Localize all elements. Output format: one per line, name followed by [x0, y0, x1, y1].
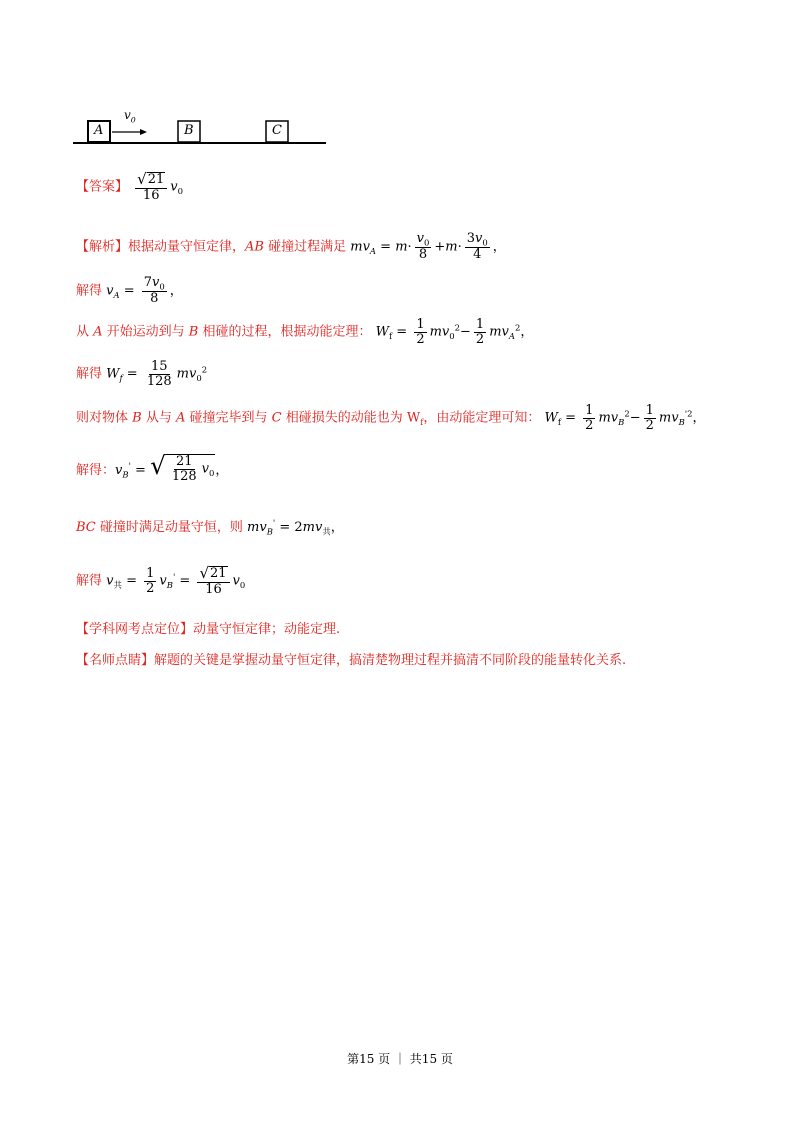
- tip-tag: 【名师点睛】: [76, 653, 155, 668]
- analysis-line-5: 则对物体 B 从与 A 碰撞完毕到与 C 相碰损失的动能也为 $W_f$，由动能定理可知： $W_f$ = $\frac{1}{2}$ $mv_B^2-$ $\frac{1}{2}$ $mv_B^{'2}$，: [76, 403, 706, 433]
- solve-line-3: 解得：$v_B'$ = √ $\frac{21}{128}$ $v_0$ ，: [76, 451, 229, 484]
- analysis-tag: 【解析】: [76, 239, 129, 255]
- block-c-label: C: [272, 123, 282, 138]
- v0-label: $v_0$: [124, 108, 136, 125]
- velocity-arrowhead: [140, 129, 147, 135]
- solve-line-4: 解得 $v_共$ = $\frac{1}{2}$ $v_B'$ = √ 21 16 $v_0$: [76, 564, 246, 597]
- tip-text: 解题的关键是掌握动量守恒定律，搞清楚物理过程并搞清不同阶段的能量转化关系.: [154, 653, 627, 668]
- collision-figure: [70, 108, 330, 150]
- keypoint-line: [76, 618, 340, 637]
- keypoint-tag: 【学科网考点定位】: [76, 622, 194, 637]
- answer-fraction: √ 21 16: [135, 172, 167, 202]
- figure-svg: [70, 108, 330, 150]
- answer-line: 【答案】 √ 21 16 $v_0$: [76, 170, 183, 203]
- block-a-label: A: [94, 123, 104, 138]
- analysis-line-7: BC 碰撞时满足动量守恒，则 $mv_B' = 2mv_共$，: [76, 517, 344, 537]
- keypoint-text: 动量守恒定律；动能定理.: [193, 622, 341, 637]
- answer-tag: 【答案】: [76, 179, 129, 195]
- page-footer: 第15 页 ｜ 共15 页: [347, 1052, 453, 1066]
- solve-line-2: 解得 $W_f$ = $\frac{15}{128}$ $mv_0^2$: [76, 359, 208, 389]
- tip-line: [76, 649, 626, 668]
- solve-line-1: 解得 $v_A$ = $\frac{7v_0}{8}$ ，: [76, 275, 183, 307]
- block-b-label: B: [184, 123, 194, 138]
- analysis-line-1: 【解析】根据动量守恒定律，AB 碰撞过程满足 $mv_A = m\cdot$ $\frac{v_0}{8}$ +m· $\frac{3v_0}{4}$ ，: [76, 231, 506, 263]
- analysis-line-3: 从 A 开始运动到与 B 相碰的过程，根据动能定理： $W_f$ = $\frac{1}{2}$ $mv_0^2-$ $\frac{1}{2}$ $mv_A^2$，: [76, 317, 534, 347]
